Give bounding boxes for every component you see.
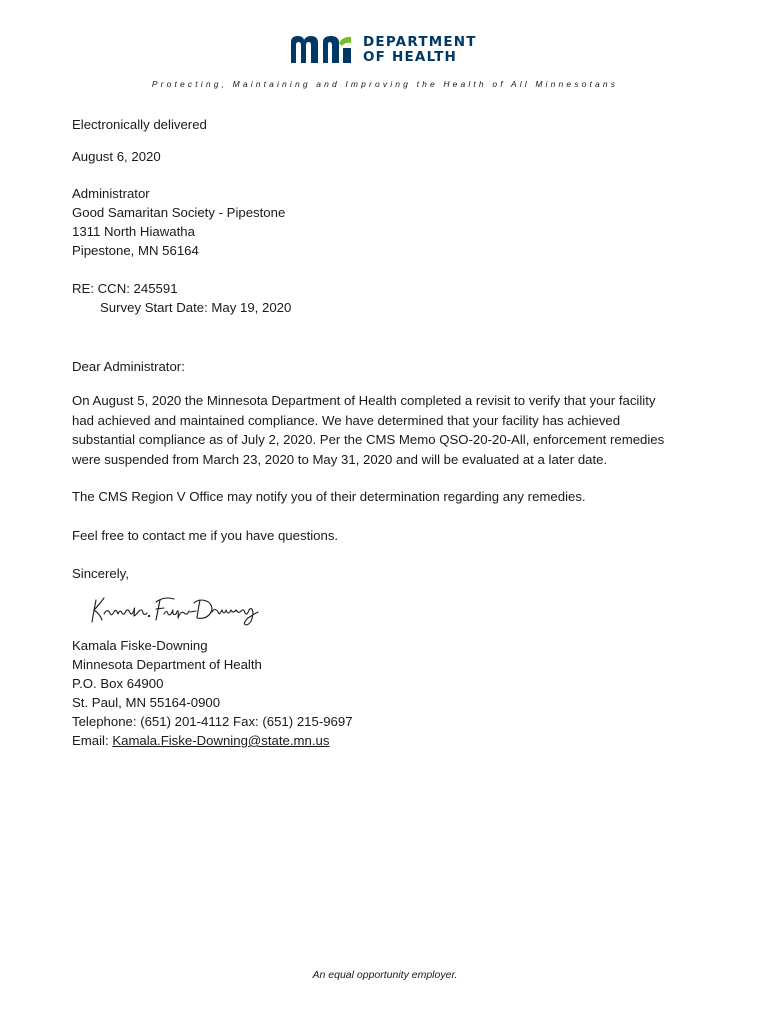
recipient-line: 1311 North Hiawatha	[72, 224, 195, 239]
survey-start-date: Survey Start Date: May 19, 2020	[100, 300, 292, 315]
paragraph-line: On August 5, 2020 the Minnesota Department of Health completed a revisit to verify that your facility	[72, 393, 656, 408]
signer-email-line	[72, 731, 353, 750]
signer-name: Kamala Fiske-Downing	[72, 638, 208, 653]
email-link[interactable]: Kamala.Fiske-Downing@state.mn.us	[112, 733, 330, 748]
salutation: Dear Administrator:	[72, 359, 185, 374]
signer-block	[72, 636, 353, 750]
body-paragraph-3: Feel free to contact me if you have questions.	[72, 528, 339, 543]
delivery-method: Electronically delivered	[72, 117, 207, 132]
letterhead-tagline: Protecting, Maintaining and Improving the Health of All Minnesotans	[151, 79, 619, 89]
footer-equal-opportunity: An equal opportunity employer.	[312, 969, 458, 981]
re-line: RE: CCN: 245591	[72, 281, 178, 296]
mn-logo-icon	[289, 34, 355, 64]
signer-po-box: P.O. Box 64900	[72, 676, 164, 691]
handwritten-signature	[88, 592, 268, 628]
body-paragraph-2: The CMS Region V Office may notify you of their determination regarding any remedies.	[72, 489, 586, 504]
paragraph-line: were suspended from March 23, 2020 to May 31, 2020 and will be evaluated at a later date.	[72, 451, 608, 467]
logo-line-2: OF HEALTH	[363, 49, 458, 65]
signer-phone-fax: Telephone: (651) 201-4112 Fax: (651) 215-9697	[72, 714, 353, 729]
signer-org: Minnesota Department of Health	[72, 657, 262, 672]
mdh-logo	[289, 34, 484, 68]
logo-line-1: DEPARTMENT	[363, 34, 477, 50]
paragraph-line: substantial compliance as of July 2, 2020. Per the CMS Memo QSO-20-20-All, enforcement remedies	[72, 432, 665, 447]
signer-city: St. Paul, MN 55164-0900	[72, 695, 221, 710]
letter-date: August 6, 2020	[72, 149, 161, 164]
closing: Sincerely,	[72, 566, 129, 581]
recipient-line: Good Samaritan Society - Pipestone	[72, 205, 286, 220]
recipient-line: Administrator	[72, 186, 150, 201]
paragraph-line: had achieved and maintained compliance. We have determined that your facility has achieved	[72, 412, 621, 428]
recipient-address	[72, 184, 285, 260]
recipient-line: Pipestone, MN 56164	[72, 243, 199, 258]
body-paragraph-1	[72, 391, 702, 469]
email-label: Email:	[72, 733, 113, 748]
